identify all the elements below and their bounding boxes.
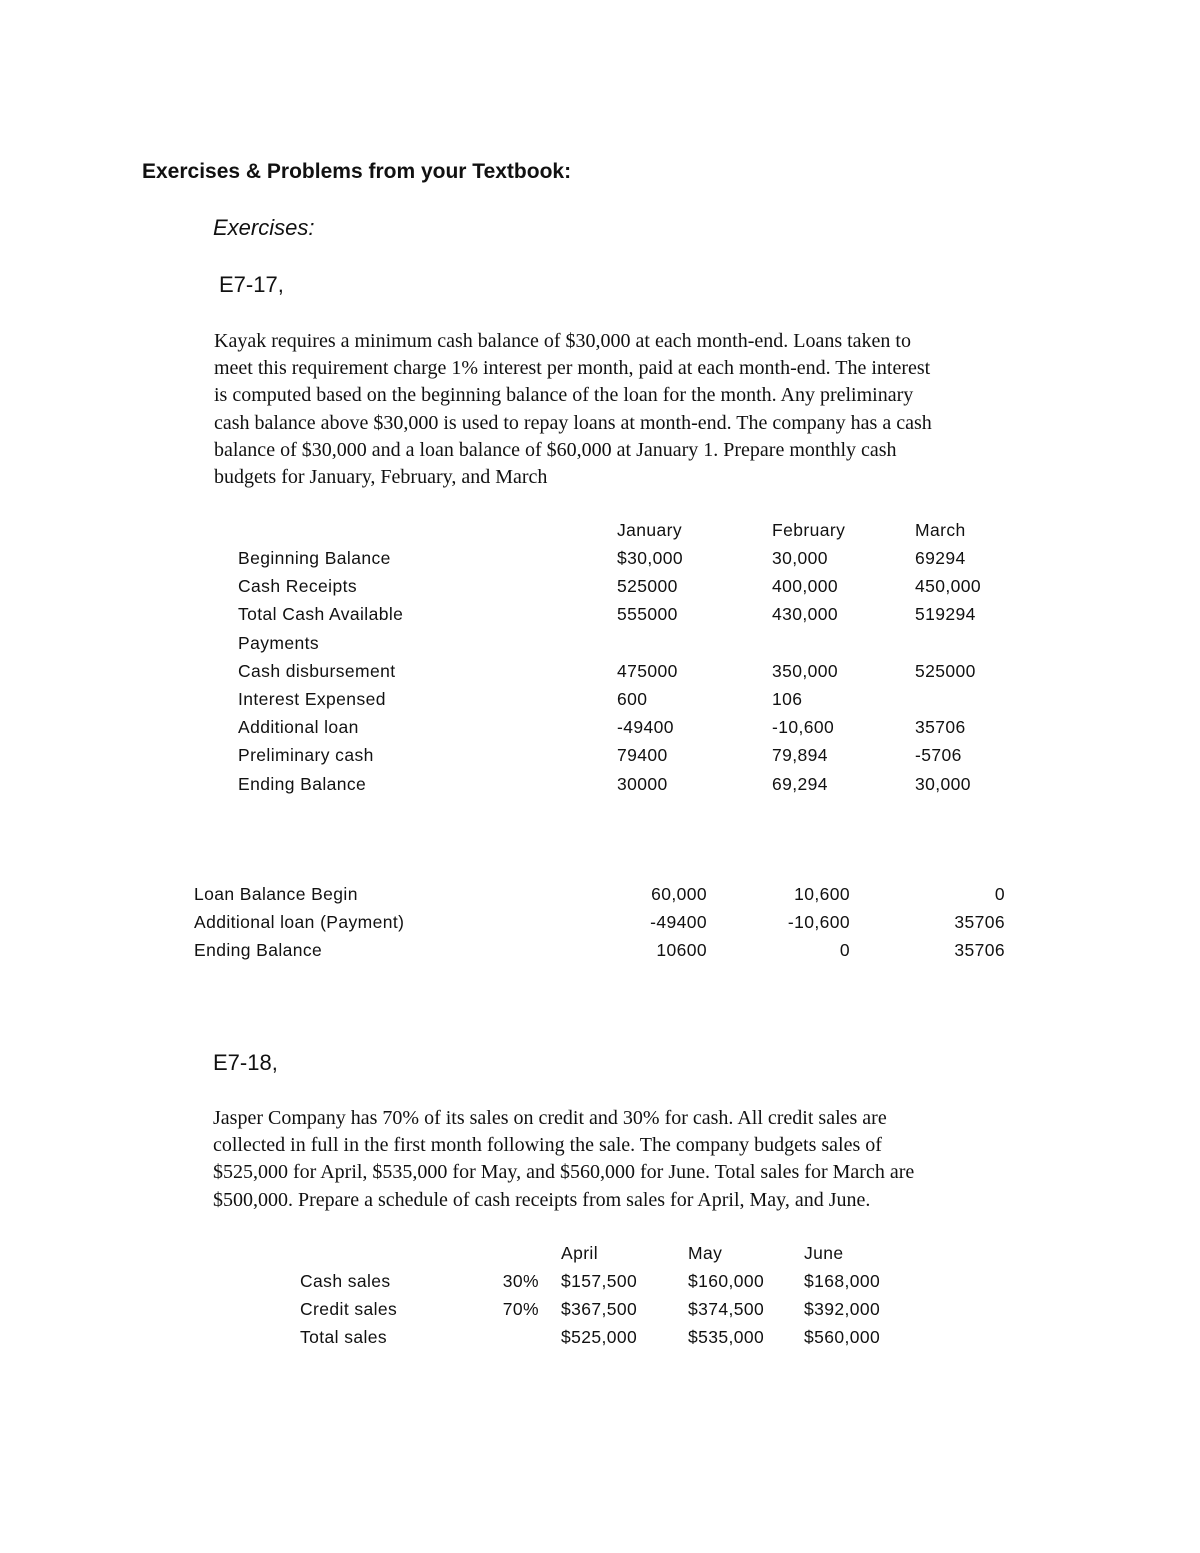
table-cell: $374,500 xyxy=(688,1299,765,1320)
percent-cell: 30% xyxy=(502,1271,539,1291)
table-cell: 0 xyxy=(839,940,850,961)
row-label: Additional loan xyxy=(238,717,359,738)
table-cell: 69294 xyxy=(915,548,966,568)
table-cell: 30000 xyxy=(617,773,668,794)
table-cell: -10,600 xyxy=(787,912,850,933)
percent-cell: 70% xyxy=(502,1299,539,1320)
exercise-e7-18-title: E7-18, xyxy=(213,1050,278,1075)
table-cell: $367,500 xyxy=(561,1299,638,1320)
row-label: Total sales xyxy=(300,1327,388,1348)
row-label: Credit sales xyxy=(300,1299,398,1320)
table-cell: 79,894 xyxy=(772,745,828,766)
row-label: Total Cash Available xyxy=(238,604,404,625)
column-header: May xyxy=(688,1243,723,1263)
table-cell: -10,600 xyxy=(772,717,835,738)
exercise-e7-18-paragraph xyxy=(213,1105,1073,1214)
row-label: Ending Balance xyxy=(194,940,323,961)
table-cell: 350,000 xyxy=(772,660,839,681)
table-cell: $30,000 xyxy=(617,548,684,568)
table-cell: $160,000 xyxy=(688,1271,765,1291)
table-cell: 525000 xyxy=(915,660,976,681)
column-header: February xyxy=(772,520,846,540)
paragraph-line: meet this requirement charge 1% interest per month, paid at each month-end. The interest xyxy=(214,357,931,380)
table-cell: $535,000 xyxy=(688,1327,765,1348)
paragraph-line: $500,000. Prepare a schedule of cash receipts from sales for April, May, and June. xyxy=(213,1188,871,1211)
table-cell: 30,000 xyxy=(772,548,828,568)
exercise-e7-17-paragraph xyxy=(214,328,1074,491)
paragraph-line: balance of $30,000 and a loan balance of $60,000 at January 1. Prepare monthly cash xyxy=(214,438,897,461)
row-label: Payments xyxy=(238,632,320,653)
table-cell: $560,000 xyxy=(804,1327,881,1348)
row-label: Cash sales xyxy=(300,1271,391,1291)
row-label: Cash disbursement xyxy=(238,660,396,681)
row-label: Cash Receipts xyxy=(238,576,358,597)
column-header: June xyxy=(804,1243,844,1263)
table-cell: $157,500 xyxy=(561,1271,638,1291)
row-label: Interest Expensed xyxy=(238,689,386,709)
table-cell: -5706 xyxy=(915,745,962,766)
table-cell: 450,000 xyxy=(915,576,982,597)
table-cell: 35706 xyxy=(954,912,1005,933)
table-cell: $168,000 xyxy=(804,1271,881,1291)
table-cell: 60,000 xyxy=(651,884,707,904)
table-cell: 600 xyxy=(617,689,648,709)
page-heading: Exercises & Problems from your Textbook: xyxy=(142,160,572,183)
table-cell: 35706 xyxy=(954,940,1005,961)
table-cell: 475000 xyxy=(617,660,678,681)
row-label: Ending Balance xyxy=(238,773,367,794)
table-cell: 400,000 xyxy=(772,576,839,597)
table-cell: 106 xyxy=(772,689,803,709)
table-cell: 525000 xyxy=(617,576,678,597)
table-cell: 430,000 xyxy=(772,604,839,625)
row-label: Beginning Balance xyxy=(238,548,391,568)
paragraph-line: cash balance above $30,000 is used to repay loans at month-end. The company has a cash xyxy=(214,411,932,434)
table-cell: -49400 xyxy=(617,717,674,738)
table-cell: -49400 xyxy=(650,912,707,933)
exercises-subheading: Exercises: xyxy=(213,215,315,240)
paragraph-line: collected in full in the first month following the sale. The company budgets sales of xyxy=(213,1134,882,1157)
table-cell: 10,600 xyxy=(794,884,850,904)
table-cell: 10600 xyxy=(656,940,707,961)
table-cell: 79400 xyxy=(617,745,668,766)
paragraph-line: is computed based on the beginning balance of the loan for the month. Any preliminary xyxy=(214,384,914,407)
table-cell: 0 xyxy=(994,884,1005,904)
paragraph-line: Kayak requires a minimum cash balance of $30,000 at each month-end. Loans taken to xyxy=(214,330,911,352)
row-label: Additional loan (Payment) xyxy=(194,912,405,933)
column-header: March xyxy=(915,520,966,540)
table-cell: 30,000 xyxy=(915,773,971,794)
exercise-e7-17-title: E7-17, xyxy=(219,272,284,297)
paragraph-line: budgets for January, February, and March xyxy=(214,466,548,489)
table-cell: $525,000 xyxy=(561,1327,638,1348)
paragraph-line: Jasper Company has 70% of its sales on credit and 30% for cash. All credit sales are xyxy=(213,1107,887,1129)
table-cell: 519294 xyxy=(915,604,976,625)
column-header: April xyxy=(561,1243,599,1263)
table-cell: 69,294 xyxy=(772,773,828,794)
table-cell: $392,000 xyxy=(804,1299,881,1320)
column-header: January xyxy=(617,520,683,540)
table-cell: 555000 xyxy=(617,604,678,625)
row-label: Preliminary cash xyxy=(238,745,374,766)
table-cell: 35706 xyxy=(915,717,966,738)
row-label: Loan Balance Begin xyxy=(194,884,358,904)
paragraph-line: $525,000 for April, $535,000 for May, and $560,000 for June. Total sales for March are xyxy=(213,1161,915,1184)
